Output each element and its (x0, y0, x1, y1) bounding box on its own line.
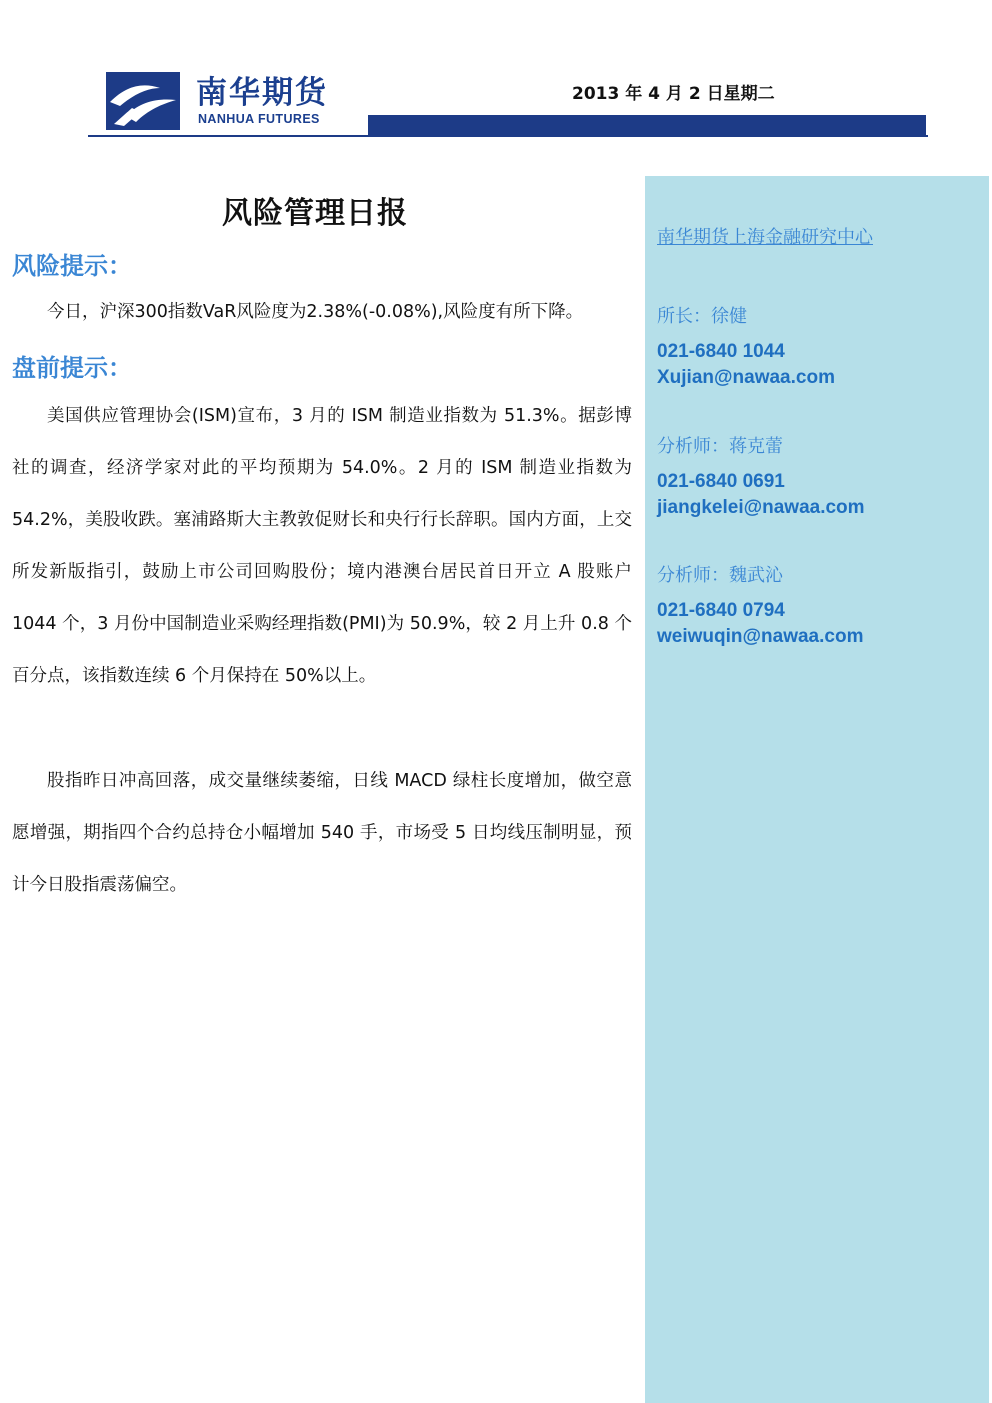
contact-phone-analyst-2: 021-6840 0794 (657, 600, 785, 621)
contact-phone-director: 021-6840 1044 (657, 341, 785, 362)
contact-email-analyst-2[interactable]: weiwuqin@nawaa.com (657, 626, 864, 647)
contact-sidebar (645, 176, 989, 1403)
research-center-link[interactable]: 南华期货上海金融研究中心 (657, 227, 873, 248)
contact-phone-analyst-1: 021-6840 0691 (657, 471, 785, 492)
report-title: 风险管理日报 (222, 196, 408, 231)
contact-email-analyst-1[interactable]: jiangkelei@nawaa.com (657, 497, 865, 518)
company-logo (106, 72, 362, 134)
logo-chinese-name: 南华期货 (196, 75, 328, 111)
contact-email-director[interactable]: Xujian@nawaa.com (657, 367, 835, 388)
nanhua-logo-icon (106, 72, 180, 130)
contact-role-analyst-1: 分析师：蒋克蕾 (657, 436, 783, 457)
header-color-bar (368, 115, 926, 135)
risk-section-heading: 风险提示： (12, 252, 132, 280)
logo-english-name: NANHUA FUTURES (198, 112, 320, 126)
contact-role-analyst-2: 分析师：魏武沁 (657, 565, 783, 586)
premarket-paragraph-index-futures: 股指昨日冲高回落，成交量继续萎缩，日线 MACD 绿柱长度增加，做空意愿增强，期指四个合约总持仓小幅增加 540 手，市场受 5 日均线压制明显，预计今日股指震荡偏空。 (12, 771, 632, 895)
header-divider (88, 135, 928, 137)
premarket-paragraph-macro: 美国供应管理协会(ISM)宣布，3 月的 ISM 制造业指数为 51.3%。据彭博社的调查，经济学家对此的平均预期为 54.0%。2 月的 ISM 制造业指数为 54.2%，美股收跌。塞浦路斯大主教敦促财长和央行行长辞职。国内方面，上交所发新版指引，鼓励上市公司回购股份；境内港澳台居民首日开立 A 股账户 1044 个，3 月份中国制造业采购经理指数(PMI)为 50.9%，较 2 月上升 0.8 个百分点，该指数连续 6 个月保持在 50%以上。 (12, 406, 632, 686)
risk-paragraph: 今日，沪深300指数VaR风险度为2.38%(-0.08%),风险度有所下降。 (47, 302, 584, 322)
report-date: 2013 年 4 月 2 日星期二 (572, 84, 775, 104)
contact-role-director: 所长：徐健 (657, 306, 747, 327)
premarket-section-heading: 盘前提示： (12, 354, 132, 382)
